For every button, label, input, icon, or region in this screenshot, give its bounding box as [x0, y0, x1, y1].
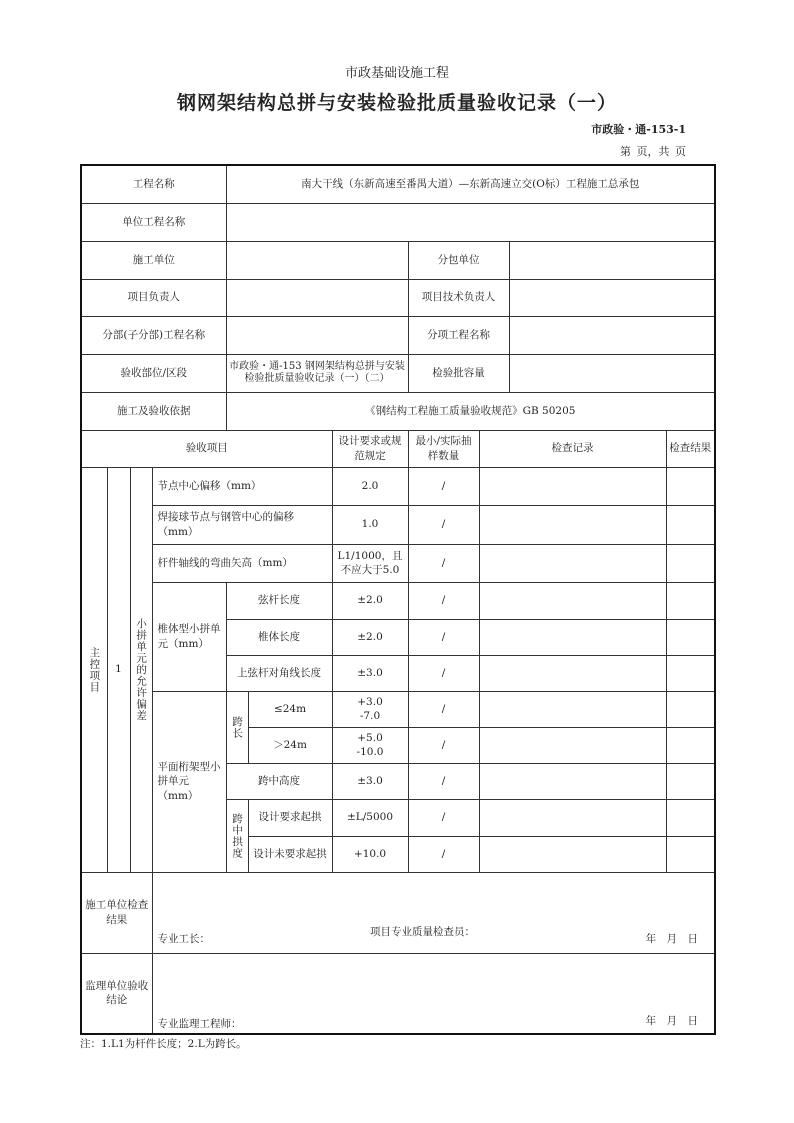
- page-number-label: 第 页，共 页: [620, 145, 686, 158]
- supervision-date: 年 月 日: [645, 1014, 699, 1027]
- footnote: 注：1.L1为杆件长度；2.L为跨长。: [80, 1038, 247, 1050]
- batch-capacity-label: 检验批容量: [408, 354, 509, 392]
- subcontract-unit-value[interactable]: [509, 241, 715, 279]
- record-cell[interactable]: [479, 836, 666, 872]
- design-value: ±3.0: [332, 655, 408, 691]
- category-label: 小拼单元的允许偏差: [130, 467, 152, 872]
- basis-label: 施工及验收依据: [81, 392, 226, 430]
- construction-date: 年 月 日: [645, 933, 699, 946]
- col-header-sample: 最小/实际抽样数量: [408, 430, 479, 467]
- page-subtitle: 市政基础设施工程: [344, 66, 449, 81]
- project-manager-value[interactable]: [226, 279, 408, 316]
- construction-unit-label: 施工单位: [81, 241, 226, 279]
- result-cell[interactable]: [666, 727, 715, 763]
- design-value: +5.0 -10.0: [332, 727, 408, 763]
- result-cell[interactable]: [666, 467, 715, 505]
- sample-value: /: [408, 619, 479, 655]
- row-span-le-24: ≤24m: [248, 691, 332, 727]
- midspan-camber-label: 跨中拱度: [226, 799, 248, 872]
- record-cell[interactable]: [479, 619, 666, 655]
- record-cell[interactable]: [479, 655, 666, 691]
- result-cell[interactable]: [666, 691, 715, 727]
- construction-unit-value[interactable]: [226, 241, 408, 279]
- supervision-signoff-area[interactable]: [152, 953, 715, 1034]
- sample-value: /: [408, 467, 479, 505]
- sample-value: /: [408, 727, 479, 763]
- unit-project-label: 单位工程名称: [81, 203, 226, 241]
- design-value: 2.0: [332, 467, 408, 505]
- item-project-label: 分项工程名称: [408, 316, 509, 354]
- row-ball-offset: 焊接球节点与钢管中心的偏移（mm）: [152, 505, 332, 544]
- record-cell[interactable]: [479, 544, 666, 582]
- supervising-engineer-label: 专业监理工程师：: [157, 1018, 242, 1031]
- design-value: ±2.0: [332, 619, 408, 655]
- sample-value: /: [408, 582, 479, 619]
- location-label: 验收部位/区段: [81, 354, 226, 392]
- record-cell[interactable]: [479, 691, 666, 727]
- col-header-design: 设计要求或规范规定: [332, 430, 408, 467]
- sample-value: /: [408, 544, 479, 582]
- col-header-record: 检查记录: [479, 430, 666, 467]
- sub-cone-unit: 椎体型小拼单元（mm）: [152, 582, 226, 691]
- foreman-label: 专业工长：: [157, 933, 210, 946]
- supervision-conclusion-label: 监理单位验收结论: [81, 953, 152, 1034]
- row-camber-required: 设计要求起拱: [248, 799, 332, 836]
- sample-value: /: [408, 836, 479, 872]
- page-title: 钢网架结构总拼与安装检验批质量验收记录（一）: [176, 92, 617, 114]
- unit-project-value[interactable]: [226, 203, 715, 241]
- construction-signoff-area[interactable]: [152, 872, 715, 953]
- project-name-label: 工程名称: [81, 165, 226, 203]
- row-span-gt-24: ＞24m: [248, 727, 332, 763]
- sample-value: /: [408, 763, 479, 799]
- result-cell[interactable]: [666, 655, 715, 691]
- quality-inspector-label: 项目专业质量检查员：: [370, 925, 475, 938]
- design-value: +10.0: [332, 836, 408, 872]
- design-value: ±3.0: [332, 763, 408, 799]
- design-value: 1.0: [332, 505, 408, 544]
- batch-capacity-value[interactable]: [509, 354, 715, 392]
- span-length-label: 跨长: [226, 691, 248, 763]
- result-cell[interactable]: [666, 582, 715, 619]
- location-value: 市政验・通-153 钢网架结构总拼与安装检验批质量验收记录（一）（二）: [226, 354, 408, 392]
- col-header-result: 检查结果: [666, 430, 715, 467]
- row-camber-not-required: 设计未要求起拱: [248, 836, 332, 872]
- tech-manager-label: 项目技术负责人: [408, 279, 509, 316]
- tech-manager-value[interactable]: [509, 279, 715, 316]
- record-cell[interactable]: [479, 505, 666, 544]
- record-cell[interactable]: [479, 582, 666, 619]
- design-value: ±2.0: [332, 582, 408, 619]
- result-cell[interactable]: [666, 505, 715, 544]
- row-node-offset: 节点中心偏移（mm）: [152, 467, 332, 505]
- result-cell[interactable]: [666, 763, 715, 799]
- division-label: 分部(子分部)工程名称: [81, 316, 226, 354]
- sample-value: /: [408, 799, 479, 836]
- record-cell[interactable]: [479, 727, 666, 763]
- sub-truss-unit: 平面桁架型小拼单元（mm）: [152, 691, 226, 872]
- design-value: L1/1000，且不应大于5.0: [332, 544, 408, 582]
- sample-value: /: [408, 655, 479, 691]
- record-cell[interactable]: [479, 799, 666, 836]
- result-cell[interactable]: [666, 619, 715, 655]
- item-project-value[interactable]: [509, 316, 715, 354]
- item-number: 1: [107, 467, 130, 872]
- row-cone-length: 椎体长度: [226, 619, 332, 655]
- record-cell[interactable]: [479, 763, 666, 799]
- project-manager-label: 项目负责人: [81, 279, 226, 316]
- row-diagonal-length: 上弦杆对角线长度: [226, 655, 332, 691]
- design-value: ±L/5000: [332, 799, 408, 836]
- row-bar-bending: 杆件轴线的弯曲矢高（mm）: [152, 544, 332, 582]
- subcontract-unit-label: 分包单位: [408, 241, 509, 279]
- result-cell[interactable]: [666, 799, 715, 836]
- design-value: +3.0 -7.0: [332, 691, 408, 727]
- inspection-record-table: [80, 164, 716, 1035]
- project-name-value: 南大干线（东新高速至番禺大道）—东新高速立交(O标）工程施工总承包: [226, 165, 715, 203]
- basis-value: 《钢结构工程施工质量验收规范》GB 50205: [226, 392, 715, 430]
- row-midspan-height: 跨中高度: [226, 763, 332, 799]
- col-header-item: 验收项目: [81, 430, 332, 467]
- sample-value: /: [408, 505, 479, 544]
- form-code: 市政验・通-153-1: [591, 123, 686, 136]
- construction-check-label: 施工单位检查结果: [81, 872, 152, 953]
- result-cell[interactable]: [666, 836, 715, 872]
- division-value[interactable]: [226, 316, 408, 354]
- result-cell[interactable]: [666, 544, 715, 582]
- row-chord-length: 弦杆长度: [226, 582, 332, 619]
- main-control-group: 主控项目: [81, 467, 107, 872]
- record-cell[interactable]: [479, 467, 666, 505]
- sample-value: /: [408, 691, 479, 727]
